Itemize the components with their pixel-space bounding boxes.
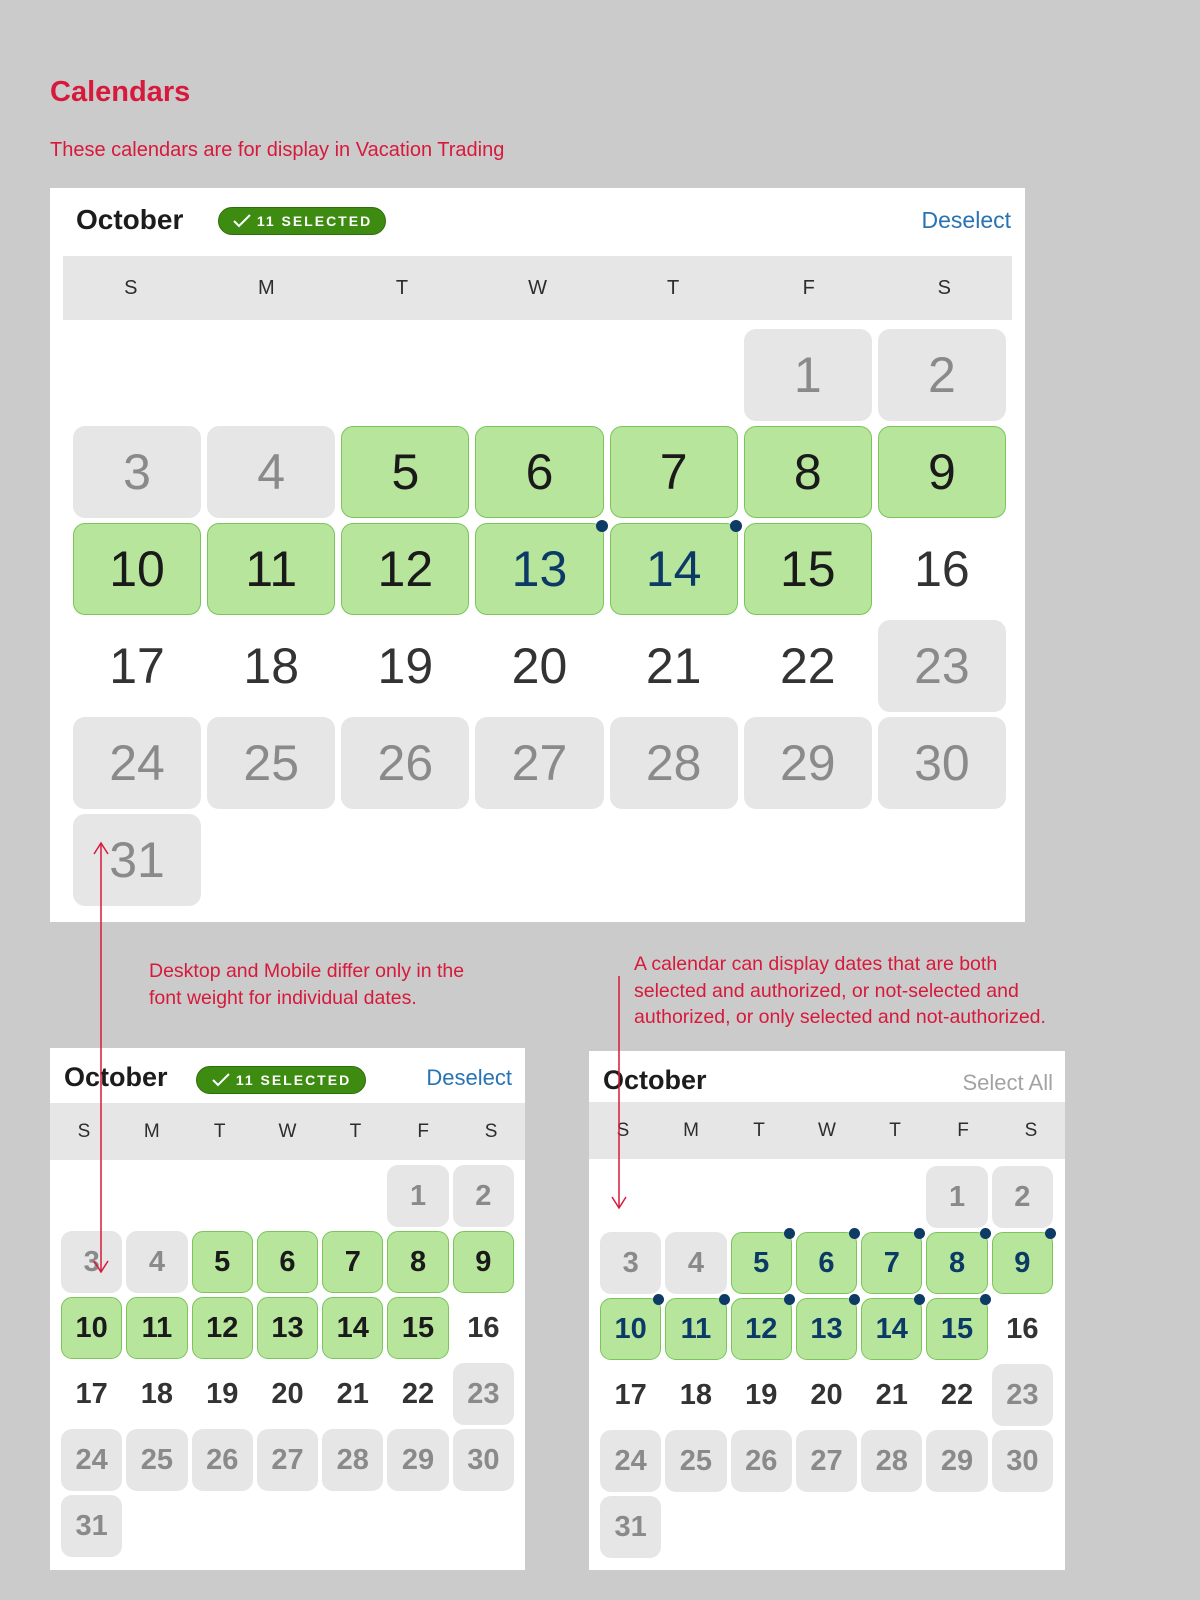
weekday-label: S <box>484 1121 498 1142</box>
date-number: 25 <box>243 735 300 791</box>
date-number: 1 <box>409 1179 427 1212</box>
note-line: A calendar can display dates that are both <box>634 953 998 975</box>
weekday-label: W <box>528 277 547 299</box>
date-cell[interactable] <box>126 1297 187 1359</box>
authorized-dot-icon <box>980 1294 991 1305</box>
date-cell[interactable] <box>926 1166 987 1228</box>
calendar-mobile-authorized <box>589 1051 1065 1570</box>
weekday-label: T <box>753 1120 765 1141</box>
date-number: 5 <box>214 1245 231 1278</box>
date-number: 16 <box>914 541 970 597</box>
date-cell[interactable] <box>207 620 335 712</box>
date-cell[interactable] <box>992 1232 1053 1294</box>
check-icon <box>211 1072 231 1088</box>
date-number: 21 <box>336 1377 369 1410</box>
date-cell[interactable] <box>257 1297 318 1359</box>
date-cell[interactable] <box>861 1232 922 1294</box>
empty-cell <box>861 1166 922 1228</box>
authorized-dot-icon <box>1045 1228 1056 1239</box>
date-number: 23 <box>914 638 970 694</box>
note-desktop-mobile <box>149 958 464 1011</box>
date-number: 20 <box>810 1378 843 1411</box>
date-number: 27 <box>810 1444 843 1477</box>
selected-count-label: 11 SELECTED <box>256 213 373 229</box>
date-cell[interactable] <box>322 1363 383 1425</box>
date-number: 20 <box>511 638 568 694</box>
date-number: 17 <box>75 1377 108 1410</box>
note-line: selected and authorized, or not-selected and <box>634 979 1019 1002</box>
date-number: 24 <box>614 1444 647 1477</box>
empty-cell <box>796 1166 857 1228</box>
date-number: 29 <box>779 735 836 791</box>
date-number: 13 <box>810 1312 843 1345</box>
date-number: 31 <box>75 1509 108 1542</box>
date-cell[interactable] <box>600 1496 661 1558</box>
date-cell[interactable] <box>731 1364 792 1426</box>
date-cell[interactable] <box>453 1429 514 1491</box>
weekday-label: T <box>889 1120 901 1141</box>
date-number: 2 <box>475 1179 492 1212</box>
date-number: 18 <box>679 1378 713 1411</box>
date-cell[interactable] <box>387 1363 448 1425</box>
weekday-label: T <box>349 1121 362 1142</box>
date-number: 19 <box>745 1378 778 1411</box>
date-number: 8 <box>948 1246 966 1279</box>
date-cell[interactable] <box>257 1429 318 1491</box>
date-cell[interactable] <box>665 1232 726 1294</box>
authorized-dot-icon <box>914 1294 925 1305</box>
date-number: 9 <box>1014 1246 1031 1279</box>
weekday-label: S <box>77 1121 91 1142</box>
date-number: 6 <box>525 444 554 500</box>
date-cell[interactable] <box>796 1298 857 1360</box>
date-number: 19 <box>377 638 434 694</box>
date-cell[interactable] <box>744 329 872 421</box>
date-number: 20 <box>271 1377 304 1410</box>
date-cell[interactable] <box>796 1232 857 1294</box>
date-cell[interactable] <box>257 1231 318 1293</box>
date-number: 29 <box>401 1443 435 1476</box>
date-cell[interactable] <box>610 523 738 615</box>
date-number: 26 <box>377 735 434 791</box>
date-cell[interactable] <box>257 1363 318 1425</box>
date-number: 8 <box>793 444 822 500</box>
date-cell[interactable] <box>610 426 738 518</box>
date-number: 2 <box>928 347 956 403</box>
selected-count-label: 11 SELECTED <box>235 1072 352 1088</box>
date-cell[interactable] <box>744 717 872 809</box>
date-number: 21 <box>875 1378 908 1411</box>
date-number: 10 <box>109 541 165 597</box>
month-label: October <box>64 1062 168 1092</box>
date-number: 23 <box>467 1377 500 1410</box>
weekday-label: M <box>683 1120 699 1141</box>
authorized-dot-icon <box>730 520 742 532</box>
empty-cell <box>73 329 201 421</box>
authorized-dot-icon <box>784 1228 795 1239</box>
empty-cell <box>610 329 738 421</box>
date-cell[interactable] <box>610 717 738 809</box>
date-number: 26 <box>206 1443 239 1476</box>
date-cell[interactable] <box>744 523 872 615</box>
date-number: 30 <box>914 735 970 791</box>
date-cell[interactable] <box>322 1297 383 1359</box>
authorized-dot-icon <box>784 1294 795 1305</box>
date-cell[interactable] <box>610 620 738 712</box>
selected-count-badge <box>196 1066 366 1094</box>
date-cell[interactable] <box>192 1297 253 1359</box>
select-all-button[interactable]: Select All <box>962 1070 1053 1095</box>
empty-cell <box>731 1166 792 1228</box>
weekday-label: M <box>143 1121 160 1142</box>
date-number: 30 <box>1006 1444 1039 1477</box>
date-cell[interactable] <box>341 523 469 615</box>
date-cell[interactable] <box>665 1298 726 1360</box>
weekday-header <box>589 1102 1065 1159</box>
deselect-button[interactable]: Deselect <box>921 207 1011 233</box>
date-cell[interactable] <box>341 426 469 518</box>
weekday-label: F <box>417 1121 430 1142</box>
date-cell[interactable] <box>207 426 335 518</box>
date-cell[interactable] <box>61 1429 122 1491</box>
date-cell[interactable] <box>73 717 201 809</box>
date-number: 22 <box>401 1377 435 1410</box>
date-cell[interactable] <box>600 1298 661 1360</box>
weekday-label: M <box>258 277 275 299</box>
empty-cell <box>600 1166 661 1228</box>
date-number: 10 <box>614 1312 647 1345</box>
date-number: 15 <box>779 541 836 597</box>
date-number: 1 <box>948 1180 966 1213</box>
check-icon <box>232 213 252 229</box>
date-number: 11 <box>680 1312 712 1345</box>
empty-cell <box>665 1166 726 1228</box>
date-cell[interactable] <box>387 1429 448 1491</box>
date-cell[interactable] <box>861 1298 922 1360</box>
date-number: 12 <box>377 541 434 597</box>
date-number: 4 <box>257 444 286 500</box>
date-cell[interactable] <box>744 620 872 712</box>
date-number: 9 <box>928 444 956 500</box>
note-line: Desktop and Mobile differ only in the <box>149 960 465 982</box>
date-number: 16 <box>1006 1312 1039 1345</box>
weekday-label: S <box>124 277 138 299</box>
date-number: 21 <box>645 638 702 694</box>
date-number: 16 <box>467 1311 500 1344</box>
date-cell[interactable] <box>453 1297 514 1359</box>
page-title: Calendars <box>50 76 191 108</box>
empty-cell <box>192 1165 253 1227</box>
date-number: 17 <box>109 638 165 694</box>
date-grid <box>61 1165 514 1557</box>
date-number: 18 <box>140 1377 174 1410</box>
date-cell[interactable] <box>73 620 201 712</box>
date-cell[interactable] <box>475 523 603 615</box>
date-grid <box>73 329 1006 906</box>
date-cell[interactable] <box>341 620 469 712</box>
date-number: 12 <box>206 1311 239 1344</box>
date-number: 15 <box>940 1312 974 1345</box>
date-cell[interactable] <box>322 1429 383 1491</box>
date-cell[interactable] <box>387 1297 448 1359</box>
date-number: 7 <box>883 1246 900 1279</box>
date-cell[interactable] <box>387 1165 448 1227</box>
date-number: 10 <box>75 1311 108 1344</box>
weekday-label: F <box>802 277 815 299</box>
authorized-dot-icon <box>914 1228 925 1239</box>
date-cell[interactable] <box>878 620 1006 712</box>
empty-cell <box>61 1165 122 1227</box>
date-cell[interactable] <box>341 717 469 809</box>
date-cell[interactable] <box>73 426 201 518</box>
note-authorization <box>634 951 1046 1031</box>
weekday-label: S <box>937 277 951 299</box>
date-number: 28 <box>645 735 702 791</box>
date-number: 17 <box>614 1378 647 1411</box>
date-number: 27 <box>511 735 568 791</box>
date-cell[interactable] <box>861 1430 922 1492</box>
calendar-desktop <box>50 188 1025 922</box>
date-number: 28 <box>336 1443 369 1476</box>
date-number: 29 <box>940 1444 974 1477</box>
authorized-dot-icon <box>596 520 608 532</box>
weekday-label: T <box>213 1121 226 1142</box>
date-number: 30 <box>467 1443 500 1476</box>
date-cell[interactable] <box>878 717 1006 809</box>
page-subtitle: These calendars are for display in Vacation Trading <box>50 139 505 161</box>
date-cell[interactable] <box>992 1298 1053 1360</box>
date-cell[interactable] <box>192 1231 253 1293</box>
date-cell[interactable] <box>796 1430 857 1492</box>
date-cell[interactable] <box>600 1364 661 1426</box>
empty-cell <box>341 329 469 421</box>
empty-cell <box>322 1165 383 1227</box>
selected-count-badge <box>218 207 386 235</box>
date-cell[interactable] <box>207 523 335 615</box>
date-number: 28 <box>875 1444 908 1477</box>
authorized-dot-icon <box>653 1294 664 1305</box>
date-cell[interactable] <box>453 1363 514 1425</box>
date-cell[interactable] <box>600 1232 661 1294</box>
date-number: 24 <box>109 735 165 791</box>
date-number: 9 <box>475 1245 492 1278</box>
date-cell[interactable] <box>878 329 1006 421</box>
weekday-label: S <box>1024 1120 1038 1141</box>
weekday-header <box>63 256 1012 320</box>
note-line: font weight for individual dates. <box>149 986 417 1009</box>
date-number: 5 <box>391 444 420 500</box>
date-cell[interactable] <box>475 717 603 809</box>
date-number: 11 <box>245 541 298 597</box>
date-number: 11 <box>141 1311 173 1344</box>
date-number: 3 <box>622 1246 639 1279</box>
date-grid <box>600 1166 1053 1558</box>
date-cell[interactable] <box>926 1430 987 1492</box>
date-number: 26 <box>745 1444 778 1477</box>
date-number: 14 <box>875 1312 908 1345</box>
date-cell[interactable] <box>878 523 1006 615</box>
date-number: 19 <box>206 1377 239 1410</box>
date-cell[interactable] <box>926 1364 987 1426</box>
date-number: 3 <box>123 444 151 500</box>
date-number: 22 <box>779 638 836 694</box>
date-cell[interactable] <box>61 1495 122 1557</box>
date-cell[interactable] <box>926 1298 987 1360</box>
note-line: authorized, or only selected and not-authorized. <box>634 1006 1046 1028</box>
date-number: 3 <box>83 1245 100 1278</box>
date-cell[interactable] <box>992 1364 1053 1426</box>
date-cell[interactable] <box>387 1231 448 1293</box>
date-number: 14 <box>645 541 702 597</box>
empty-cell <box>126 1165 187 1227</box>
date-number: 8 <box>409 1245 427 1278</box>
date-cell[interactable] <box>926 1232 987 1294</box>
date-number: 6 <box>279 1245 296 1278</box>
date-cell[interactable] <box>731 1298 792 1360</box>
authorized-dot-icon <box>719 1294 730 1305</box>
date-cell[interactable] <box>126 1231 187 1293</box>
month-label: October <box>603 1065 707 1095</box>
date-cell[interactable] <box>475 620 603 712</box>
date-cell[interactable] <box>992 1430 1053 1492</box>
date-cell[interactable] <box>861 1364 922 1426</box>
date-number: 25 <box>679 1444 713 1477</box>
empty-cell <box>475 329 603 421</box>
date-cell[interactable] <box>192 1363 253 1425</box>
empty-cell <box>207 329 335 421</box>
weekday-label: W <box>818 1120 836 1141</box>
date-cell[interactable] <box>600 1430 661 1492</box>
weekday-header <box>50 1103 525 1160</box>
date-cell[interactable] <box>322 1231 383 1293</box>
date-cell[interactable] <box>744 426 872 518</box>
date-number: 31 <box>614 1510 647 1543</box>
deselect-button[interactable]: Deselect <box>426 1065 512 1090</box>
date-number: 27 <box>271 1443 304 1476</box>
authorized-dot-icon <box>849 1294 860 1305</box>
authorized-dot-icon <box>980 1228 991 1239</box>
date-cell[interactable] <box>475 426 603 518</box>
authorized-dot-icon <box>849 1228 860 1239</box>
date-number: 13 <box>271 1311 304 1344</box>
date-number: 2 <box>1014 1180 1031 1213</box>
date-number: 4 <box>148 1245 165 1278</box>
weekday-label: T <box>666 277 680 299</box>
date-cell[interactable] <box>207 717 335 809</box>
date-cell[interactable] <box>126 1363 187 1425</box>
date-cell[interactable] <box>731 1232 792 1294</box>
date-number: 14 <box>336 1311 369 1344</box>
month-label: October <box>76 204 184 235</box>
date-number: 23 <box>1006 1378 1039 1411</box>
empty-cell <box>257 1165 318 1227</box>
date-number: 22 <box>940 1378 974 1411</box>
date-cell[interactable] <box>731 1430 792 1492</box>
date-cell[interactable] <box>453 1165 514 1227</box>
date-cell[interactable] <box>126 1429 187 1491</box>
date-number: 31 <box>109 832 165 888</box>
weekday-label: F <box>957 1120 969 1141</box>
date-cell[interactable] <box>878 426 1006 518</box>
date-cell[interactable] <box>73 814 201 906</box>
date-number: 1 <box>793 347 822 403</box>
date-cell[interactable] <box>61 1363 122 1425</box>
weekday-label: T <box>395 277 409 299</box>
date-number: 12 <box>745 1312 778 1345</box>
date-cell[interactable] <box>665 1364 726 1426</box>
date-cell[interactable] <box>61 1231 122 1293</box>
date-cell[interactable] <box>992 1166 1053 1228</box>
date-number: 7 <box>659 444 688 500</box>
date-number: 5 <box>753 1246 770 1279</box>
date-number: 13 <box>511 541 568 597</box>
calendar-mobile-selected <box>50 1048 525 1570</box>
date-number: 4 <box>687 1246 704 1279</box>
date-cell[interactable] <box>796 1364 857 1426</box>
date-number: 24 <box>75 1443 108 1476</box>
date-cell[interactable] <box>61 1297 122 1359</box>
date-cell[interactable] <box>73 523 201 615</box>
date-number: 7 <box>344 1245 361 1278</box>
date-number: 18 <box>243 638 300 694</box>
date-cell[interactable] <box>192 1429 253 1491</box>
weekday-label: W <box>278 1121 297 1142</box>
date-number: 25 <box>140 1443 174 1476</box>
weekday-label: S <box>616 1120 630 1141</box>
date-cell[interactable] <box>453 1231 514 1293</box>
date-cell[interactable] <box>665 1430 726 1492</box>
date-number: 15 <box>401 1311 435 1344</box>
date-number: 6 <box>818 1246 835 1279</box>
